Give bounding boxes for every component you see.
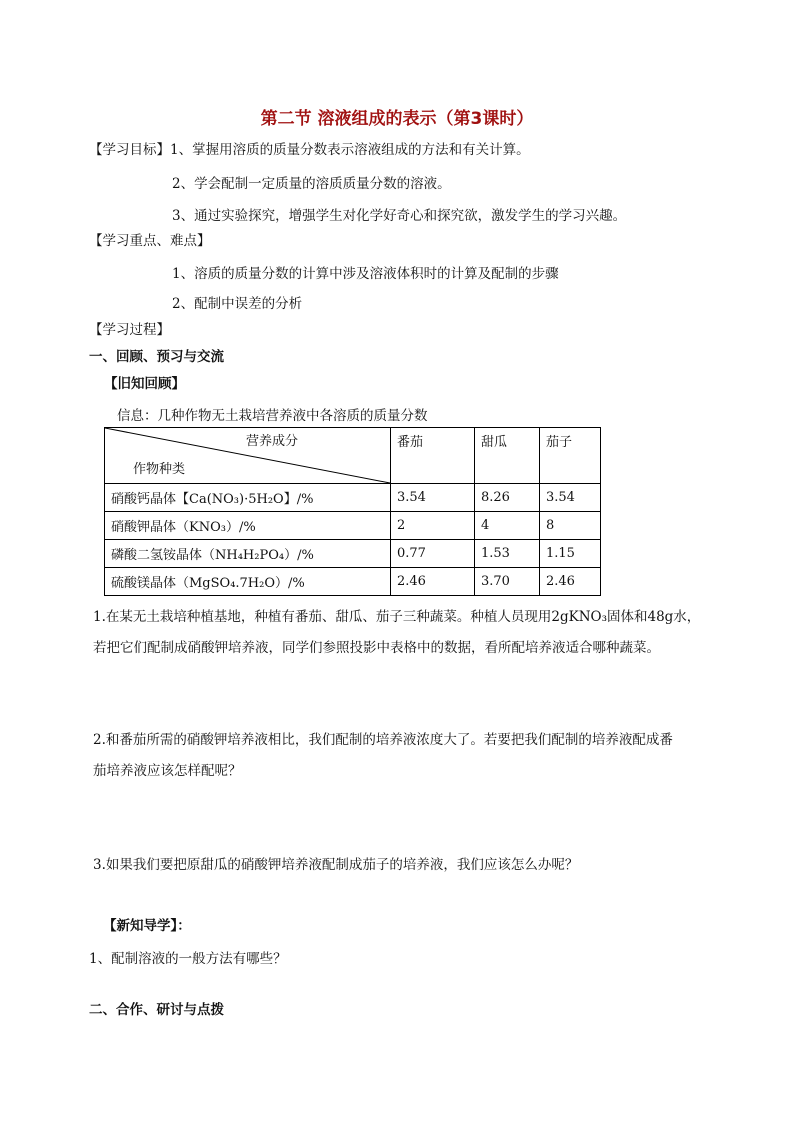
question-1-line-1: 1.在某无土栽培种植基地，种植有番茄、甜瓜、茄子三种蔬菜。种植人员现用2gKNO₃固体和48g水， [93, 609, 701, 625]
table-cell: 3.54 [391, 484, 475, 512]
question-2-line-2: 茄培养液应该怎样配呢？ [93, 763, 242, 779]
section-1-heading: 一、回顾、预习与交流 [89, 349, 224, 365]
table-cell: 1.53 [475, 540, 540, 568]
nutrient-table [104, 427, 601, 596]
table-row [105, 512, 601, 540]
info-caption: 信息：几种作物无土栽培营养液中各溶质的质量分数 [117, 408, 428, 424]
keypoint-1: 1、溶质的质量分数的计算中涉及溶液体积时的计算及配制的步骤 [172, 266, 559, 282]
table-cell: 3.54 [540, 484, 601, 512]
row-name: 硝酸钙晶体【Ca(NO₃)·5H₂O】/% [105, 484, 391, 512]
table-cell: 0.77 [391, 540, 475, 568]
table-cell: 4 [475, 512, 540, 540]
question-2-line-1: 2.和番茄所需的硝酸钾培养液相比，我们配制的培养液浓度大了。若要把我们配制的培养液配成番 [93, 732, 673, 748]
corner-bottom-label: 作物种类 [133, 462, 186, 477]
objectives-label: 【学习目标】 [89, 142, 170, 158]
table-corner-cell [105, 428, 391, 484]
keypoint-2: 2、配制中误差的分析 [172, 296, 303, 312]
column-header: 番茄 [391, 428, 475, 484]
new-question-1: 1、配制溶液的一般方法有哪些？ [89, 951, 287, 967]
table-cell: 3.70 [475, 568, 540, 596]
objective-3: 3、通过实验探究，增强学生对化学好奇心和探究欲，激发学生的学习兴趣。 [172, 208, 627, 224]
process-label: 【学习过程】 [89, 322, 170, 338]
table-cell: 8.26 [475, 484, 540, 512]
table-cell: 2.46 [540, 568, 601, 596]
table-row [105, 484, 601, 512]
table-cell: 1.15 [540, 540, 601, 568]
new-knowledge-label: 【新知导学】： [103, 918, 191, 934]
question-3: 3.如果我们要把原甜瓜的硝酸钾培养液配制成茄子的培养液，我们应该怎么办呢？ [93, 857, 579, 873]
objective-2: 2、学会配制一定质量的溶质质量分数的溶液。 [172, 176, 451, 192]
row-name: 硫酸镁晶体（MgSO₄.7H₂O）/% [105, 568, 391, 596]
table-header-row [105, 428, 601, 484]
page-title: 第二节 溶液组成的表示（第3课时） [260, 109, 534, 129]
objectives-line-1 [89, 138, 530, 158]
row-name: 磷酸二氢铵晶体（NH₄H₂PO₄）/% [105, 540, 391, 568]
keypoints-label: 【学习重点、难点】 [89, 233, 211, 249]
column-header: 甜瓜 [475, 428, 540, 484]
table-cell: 2 [391, 512, 475, 540]
table-cell: 2.46 [391, 568, 475, 596]
table-row [105, 568, 601, 596]
section-2-heading: 二、合作、研讨与点拨 [89, 1002, 224, 1018]
table-row [105, 540, 601, 568]
table-cell: 8 [540, 512, 601, 540]
objective-1: 1、掌握用溶质的质量分数表示溶液组成的方法和有关计算。 [170, 142, 530, 158]
column-header: 茄子 [540, 428, 601, 484]
corner-top-label: 营养成分 [245, 434, 298, 449]
row-name: 硝酸钾晶体（KNO₃）/% [105, 512, 391, 540]
question-1-line-2: 若把它们配制成硝酸钾培养液，同学们参照投影中表格中的数据，看所配培养液适合哪种蔬菜。 [93, 640, 660, 656]
review-label: 【旧知回顾】 [104, 376, 185, 392]
